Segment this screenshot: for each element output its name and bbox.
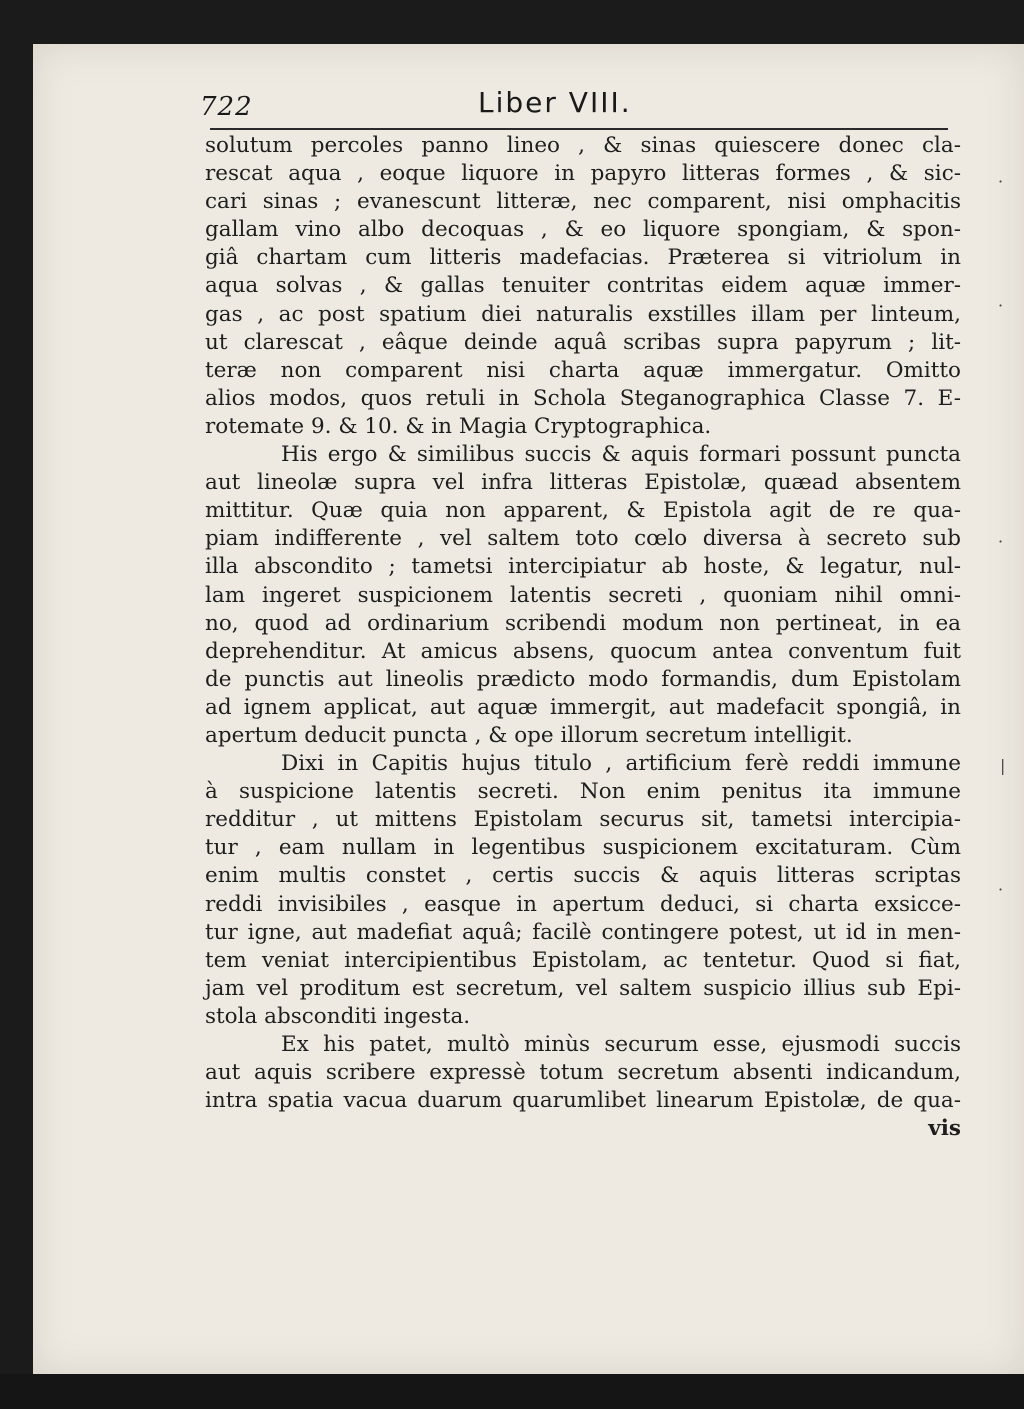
text-line: à suspicione latentis secreti. Non enim penitus ita immune [205,779,961,805]
text-line: redditur , ut mittens Epistolam securus sit, tametsi intercipia- [205,807,961,833]
text-line: gas , ac post spatium diei naturalis exstilles illam per linteum, [205,301,961,327]
text-line: tur , eam nullam in legentibus suspicionem excitaturam. Cùm [205,835,961,861]
page-number: 722 [200,92,253,122]
text-line: tur igne, aut madefiat aquâ; facilè contingere potest, ut id in men- [205,919,961,945]
margin-mark: · [998,172,1004,191]
page-header [200,86,948,130]
text-line: tem veniat intercipientibus Epistolam, ac tentetur. Quod si fiat, [205,947,961,973]
text-line: intra spatia vacua duarum quarumlibet linearum Epistolæ, de qua- [205,1088,961,1114]
text-line: giâ chartam cum litteris madefacias. Præterea si vitriolum in [205,245,961,271]
margin-mark: · [998,880,1004,899]
text-line: deprehenditur. At amicus absens, quocum antea conventum fuit [205,638,961,664]
text-line: illa abscondito ; tametsi intercipiatur ab hoste, & legatur, nul- [205,554,961,580]
text-line: reddi invisibiles , easque in apertum deduci, si charta exsicce- [205,891,961,917]
header-rule [210,128,948,130]
text-line: jam vel proditum est secretum, vel saltem suspicio illius sub Epi- [205,975,961,1001]
text-line: rescat aqua , eoque liquore in papyro litteras formes , & sic- [205,161,961,187]
text-line: aut aquis scribere expressè totum secretum absenti indicandum, [205,1060,961,1086]
margin-mark: | [1000,756,1006,775]
text-line: stola absconditi ingesta. [205,1003,471,1029]
text-line: no, quod ad ordinarium scribendi modum non pertineat, in ea [205,610,961,636]
text-line: gallam vino albo decoquas , & eo liquore spongiam, & spon- [205,217,961,243]
text-line: Dixi in Capitis hujus titulo , artificium ferè reddi immune [281,751,961,777]
text-line: aqua solvas , & gallas tenuiter contritas eidem aquæ immer- [205,273,961,299]
text-line: de punctis aut lineolis prædicto modo formandis, dum Epistolam [205,666,961,692]
text-line: cari sinas ; evanescunt litteræ, nec comparent, nisi omphacitis [205,189,961,215]
text-line: teræ non comparent nisi charta aquæ immergatur. Omitto [205,357,961,383]
running-head: Liber VIII. [478,86,632,119]
body-text [205,132,961,1143]
text-line: His ergo & similibus succis & aquis formari possunt puncta [281,442,961,468]
text-line: apertum deducit puncta , & ope illorum secretum intelligit. [205,722,853,748]
text-line: aut lineolæ supra vel infra litteras Epistolæ, quæad absentem [205,470,961,496]
text-line: ut clarescat , eâque deinde aquâ scribas supra papyrum ; lit- [205,329,961,355]
margin-mark: · [998,296,1004,315]
margin-mark: · [998,532,1004,551]
text-line: ad ignem applicat, aut aquæ immergit, aut madefacit spongiâ, in [205,694,961,720]
text-line: enim multis constet , certis succis & aquis litteras scriptas [205,863,961,889]
text-line: solutum percoles panno lineo , & sinas quiescere donec cla- [205,133,961,158]
text-line: lam ingeret suspicionem latentis secreti , quoniam nihil omni- [205,582,961,608]
text-line: rotemate 9. & 10. & in Magia Cryptographica. [205,413,712,439]
scan-border [0,1374,1024,1409]
text-line: Ex his patet, multò minùs securum esse, ejusmodi succis [281,1032,961,1057]
text-line: piam indifferente , vel saltem toto cœlo diversa à secreto sub [205,526,961,552]
text-line: mittitur. Quæ quia non apparent, & Epistola agit de re qua- [205,498,961,524]
text-line: vis [928,1116,961,1142]
text-line: alios modos, quos retuli in Schola Steganographica Classe 7. E- [205,385,961,411]
